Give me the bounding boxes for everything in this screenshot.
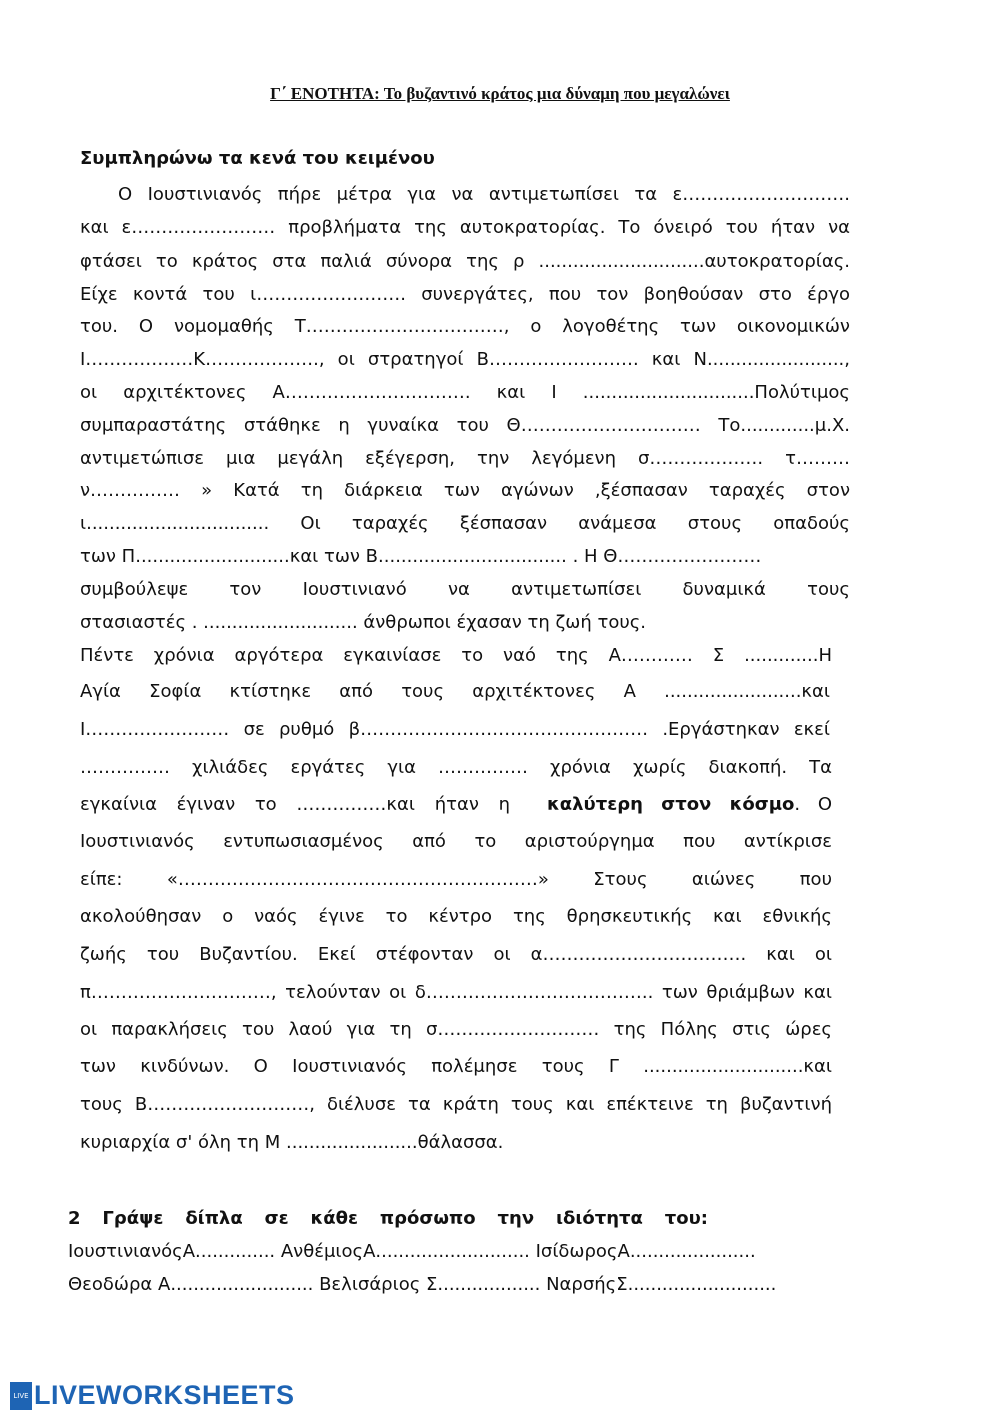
text-line: φτάσει το κράτος στα παλιά σύνορα της ρ .............................αυτοκρατορίας.	[80, 251, 850, 272]
footer-logo	[10, 1380, 295, 1411]
section2-heading: 2 Γράψε δίπλα σε κάθε πρόσωπο την ιδιότητα του:	[68, 1208, 708, 1229]
text-line: και ε…………………… προβλήματα της αυτοκρατορίας. Το όνειρό του ήταν να	[80, 217, 850, 238]
text-line: ι................................ Οι ταραχές ξέσπασαν ανάμεσα στους οπαδούς	[80, 513, 850, 534]
logo-text: LIVEWORKSHEETS	[34, 1380, 295, 1410]
text-line: Ι………………Κ………………., οι στρατηγοί Β……………………. και Ν........................,	[80, 349, 850, 370]
text-line: οι παρακλήσεις του λαού για τη σ……………………… της Πόλης στις ώρες	[80, 1019, 832, 1040]
text-line: ν…………… » Κατά τη διάρκεια των αγώνων ,ξέσπασαν ταραχές στον	[80, 480, 850, 501]
text-line: Ο Ιουστινιανός πήρε μέτρα για να αντιμετωπίσει τα ε……………………….	[118, 184, 850, 205]
text-line: Ιουστινιανός εντυπωσιασμένος από το αριστούργημα που αντίκρισε	[80, 831, 832, 852]
section1-heading: Συμπληρώνω τα κενά του κειμένου	[80, 148, 435, 169]
text-line: Ι…………………… σε ρυθμό β………………………………………… .Εργάστηκαν εκεί	[80, 719, 830, 740]
text-line: των Π...........................και των Β................................. . Η Θ……………………	[80, 546, 762, 567]
text-line: Είχε κοντά του ι……………………. συνεργάτες, που τον βοηθούσαν στο έργο	[80, 284, 850, 305]
text-line: συμβούλεψε τον Ιουστινιανό να αντιμετωπίσει δυναμικά τους	[80, 579, 850, 600]
text-line: π…………………………, τελούνταν οι δ……………………………….. των θριάμβων και	[80, 982, 832, 1003]
text-segment: . Ο	[794, 794, 832, 815]
text-line: στασιαστές . ........................... άνθρωποι έχασαν τη ζωή τους.	[80, 612, 647, 633]
text-line: του. Ο νομομαθής Τ……………………………, ο λογοθέτης των οικονομικών	[80, 316, 850, 337]
text-line: Αγία Σοφία κτίστηκε από τους αρχιτέκτονες Α ........................και	[80, 681, 830, 702]
exercise-row: Θεοδώρα Α......................... Βελισάριος Σ.................. ΝαρσήςΣ..........................	[68, 1274, 777, 1295]
page-title: Γ΄ ΕΝΟΤΗΤΑ: Το βυζαντινό κράτος μια δύναμη που μεγαλώνει	[270, 84, 730, 103]
exercise-row: ΙουστινιανόςΑ.............. ΑνθέμιοςΑ........................... ΙσίδωροςΑ......................	[68, 1241, 756, 1262]
text-line: κυριαρχία σ' όλη τη Μ .......................θάλασσα.	[80, 1132, 504, 1153]
text-line: των κινδύνων. Ο Ιουστινιανός πολέμησε τους Γ ............................και	[80, 1056, 832, 1077]
text-line: συμπαραστάτης στάθηκε η γυναίκα του Θ………………………… Το.............μ.Χ.	[80, 415, 850, 436]
text-line: είπε: «……………………………………………………» Στους αιώνες που	[80, 869, 832, 890]
logo-icon: LIVE	[10, 1382, 32, 1410]
text-line: αντιμετώπισε μια μεγάλη εξέγερση, την λεγόμενη σ………………. τ………	[80, 448, 850, 469]
text-segment: εγκαίνια έγιναν το ……………και ήταν η	[80, 794, 510, 815]
text-line: οι αρχιτέκτονες Α…………………………. και Ι ..............................Πολύτιμος	[80, 382, 850, 403]
bold-phrase: καλύτερη στον κόσμο	[547, 794, 795, 815]
text-line: ζωής του Βυζαντίου. Εκεί στέφονταν οι α……………………………. και οι	[80, 944, 832, 965]
text-line-with-bold	[80, 794, 832, 815]
text-line: τους Β………………………, διέλυσε τα κράτη τους και επέκτεινε τη βυζαντινή	[80, 1094, 832, 1115]
text-line: Πέντε χρόνια αργότερα εγκαινίασε το ναό της Α………… Σ .............Η	[80, 645, 832, 666]
text-line: …………… χιλιάδες εργάτες για …………… χρόνια χωρίς διακοπή. Τα	[80, 757, 832, 778]
text-line: ακολούθησαν ο ναός έγινε το κέντρο της θρησκευτικής και εθνικής	[80, 906, 832, 927]
